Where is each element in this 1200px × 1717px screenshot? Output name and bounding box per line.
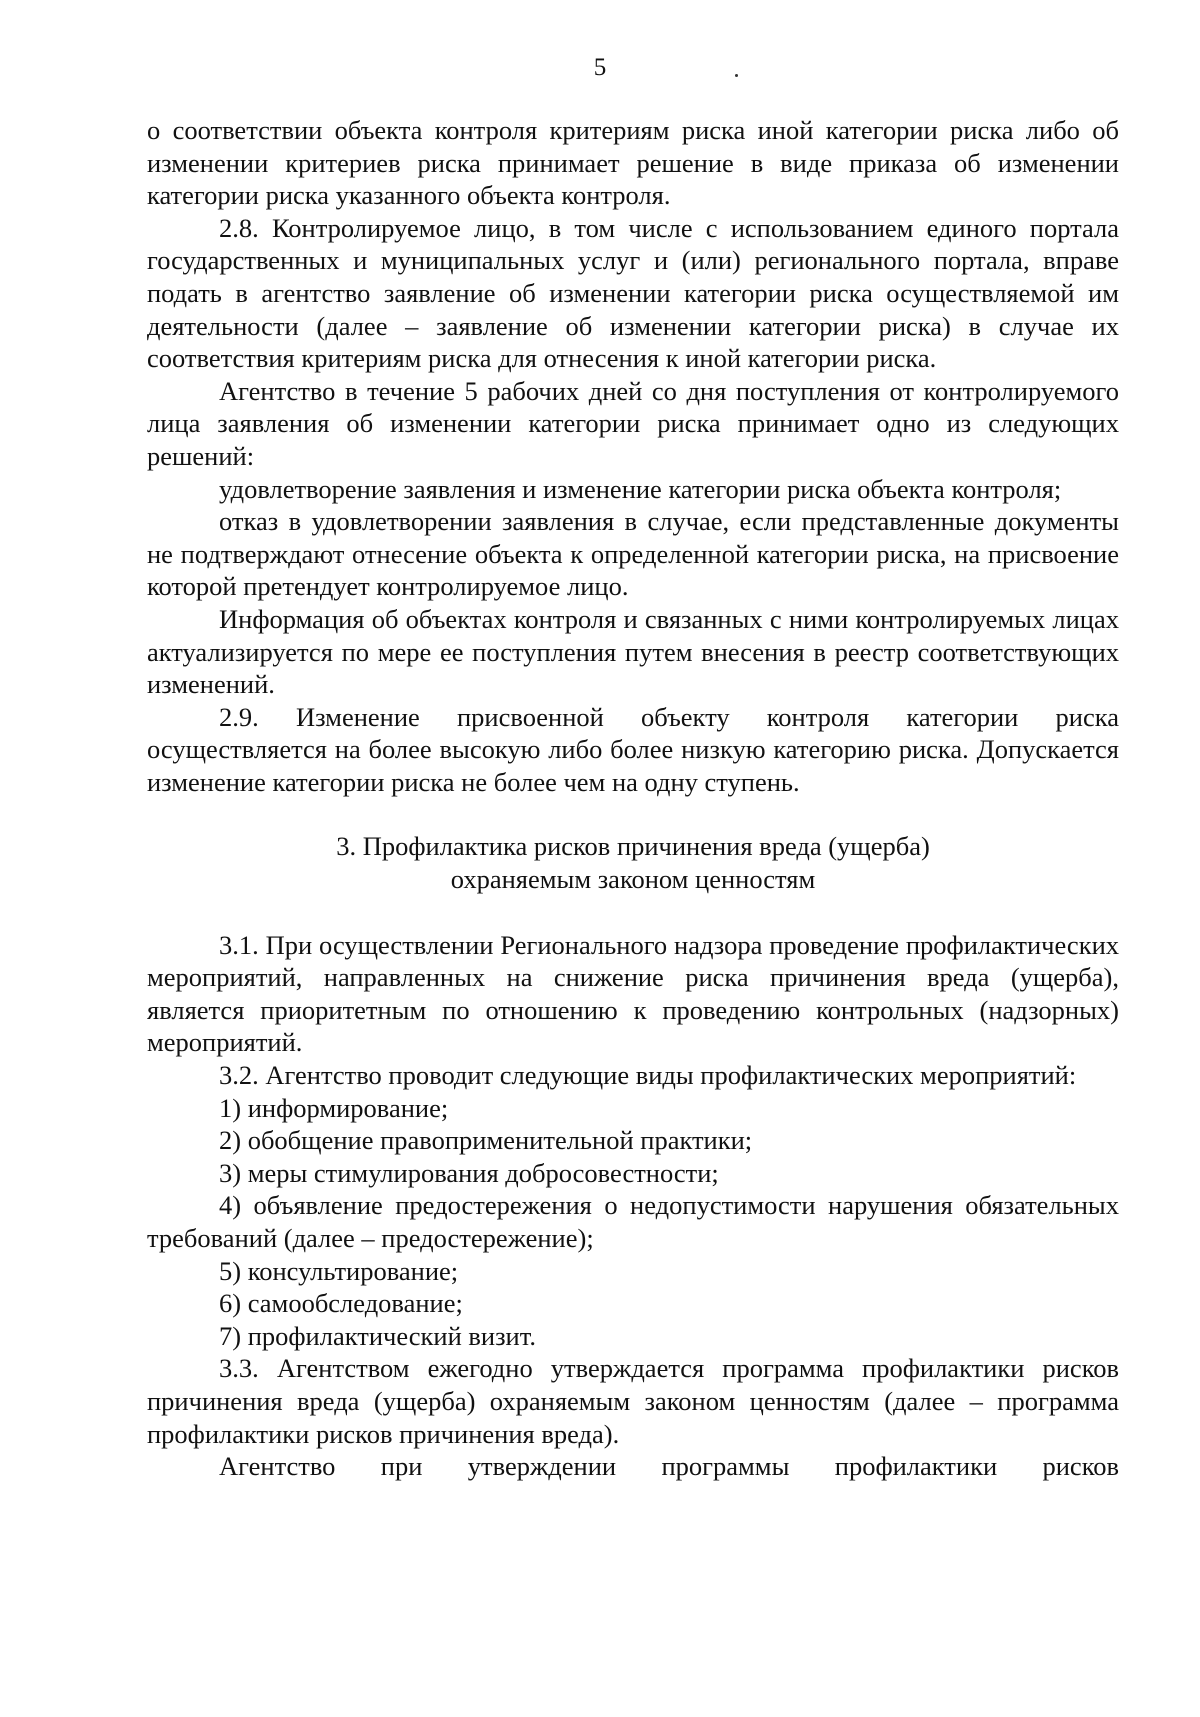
paragraph-info-update: Информация об объектах контроля и связанных с ними контролируемых лицах актуализируется по мере ее поступления путем внесения в реестр соответствующих изменений. xyxy=(147,603,1119,700)
list-item-4: 4) объявление предостережения о недопустимости нарушения обязательных требований (далее – предостережение); xyxy=(147,1190,1119,1253)
document-body xyxy=(147,114,1119,1483)
list-item-6: 6) самообследование; xyxy=(219,1288,463,1319)
paragraph-2-9: 2.9. Изменение присвоенной объекту контроля категории риска осуществляется на более высокую либо более низкую категорию риска. Допускается изменение категории риска не более чем на одну ступень. xyxy=(147,701,1119,797)
paragraph-3-3: 3.3. Агентством ежегодно утверждается программа профилактики рисков причинения вреда (ущерба) охраняемым законом ценностям (далее – программа профилактики рисков причинения вреда). xyxy=(147,1353,1119,1449)
section-3-heading-line-2: охраняемым законом ценностям xyxy=(450,864,816,895)
list-item-7: 7) профилактический визит. xyxy=(219,1320,536,1351)
list-item-1: 1) информирование; xyxy=(219,1092,449,1123)
paragraph-2-8: 2.8. Контролируемое лицо, в том числе с использованием единого портала государственных и муниципальных услуг и (или) регионального портала, вправе подать в агентство заявление об изменении категории риска осуществляемой им деятельности (далее – заявление об изменении категории риска) в случае их соответствия критериям риска для отнесения к иной категории риска. xyxy=(147,212,1119,374)
paragraph-agency-decision: Агентство в течение 5 рабочих дней со дня поступления от контролируемого лица заявления об изменении категории риска принимает одно из следующих решений: xyxy=(147,375,1119,471)
paragraph-continuation: о соответствии объекта контроля критериям риска иной категории риска либо об изменении критериев риска принимает решение в виде приказа об изменении категории риска указанного объекта контроля. xyxy=(147,115,1119,211)
list-item-5: 5) консультирование; xyxy=(219,1255,459,1286)
page-number: 5 xyxy=(593,54,607,81)
list-item-2: 2) обобщение правоприменительной практики; xyxy=(219,1125,753,1156)
paragraph-satisfaction: удовлетворение заявления и изменение категории риска объекта контроля; xyxy=(219,473,1062,504)
section-3-heading-line-1: 3. Профилактика рисков причинения вреда (ущерба) xyxy=(336,831,930,862)
paragraph-refusal: отказ в удовлетворении заявления в случае, если представленные документы не подтверждают отнесение объекта к определенной категории риска, на присвоение которой претендует контролируемое лицо. xyxy=(147,506,1119,602)
paragraph-program-approval: Агентство при утверждении программы профилактики рисков xyxy=(219,1451,1119,1482)
paragraph-3-2: 3.2. Агентство проводит следующие виды профилактических мероприятий: xyxy=(219,1060,1077,1091)
list-item-3: 3) меры стимулирования добросовестности; xyxy=(219,1157,719,1188)
paragraph-3-1: 3.1. При осуществлении Регионального надзора проведение профилактических мероприятий, направленных на снижение риска причинения вреда (ущерба), является приоритетным по отношению к проведению контрольных (надзорных) мероприятий. xyxy=(147,929,1119,1058)
section-3-heading xyxy=(147,830,1119,895)
scan-speck xyxy=(735,74,738,77)
